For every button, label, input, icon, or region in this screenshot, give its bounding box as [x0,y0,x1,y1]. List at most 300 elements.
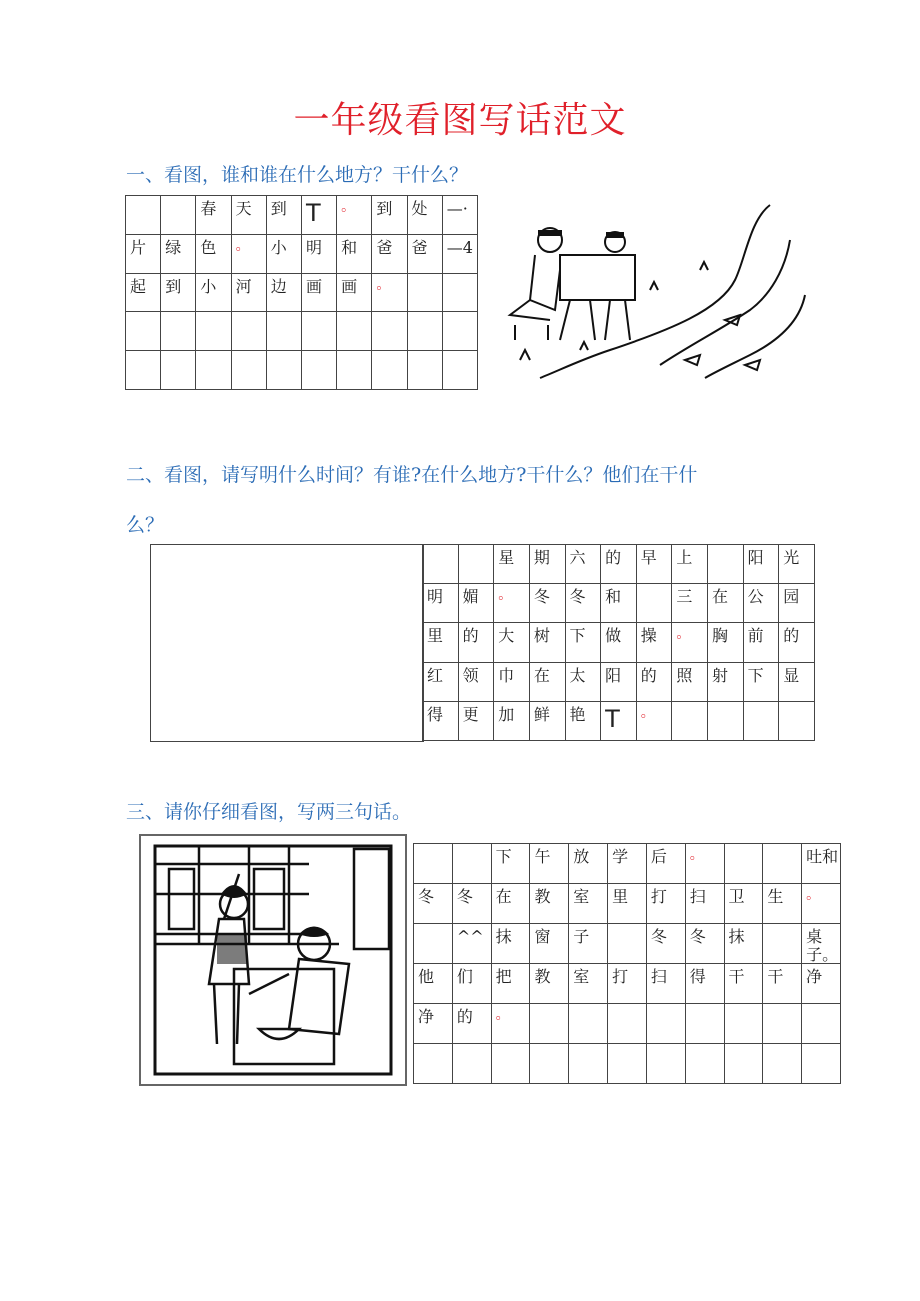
grid-cell [529,545,565,584]
grid-cell-text [569,1044,607,1048]
grid-cell [231,196,266,235]
grid-cell [802,884,841,924]
grid-cell-text: 光 [783,548,800,567]
grid-cell [724,964,763,1004]
grid-cell [231,273,266,312]
grid-cell [636,662,672,701]
grid-cell [608,884,647,924]
grid-cell [724,884,763,924]
grid-cell [372,351,407,390]
grid-cell-text [763,1044,801,1048]
grid-cell-text: 在 [495,887,512,906]
grid-cell [458,545,494,584]
grid-cell [196,234,231,273]
grid-cell [779,584,815,623]
grid-row [126,312,478,351]
grid-cell-text: 他 [418,967,435,987]
grid-cell-text: 射 [712,665,729,685]
grid-cell-text: 净 [806,967,823,987]
writing-grid-1 [125,195,478,390]
grid-row [414,844,841,884]
grid-cell [231,351,266,390]
grid-cell-text: 冬 [533,587,550,607]
grid-cell-text [161,312,195,316]
grid-cell [724,844,763,884]
grid-cell [491,844,530,884]
grid-cell-text: 六 [569,548,586,567]
grid-cell [569,1004,608,1044]
grid-cell [636,701,672,740]
grid-cell-text: 明 [427,587,444,607]
grid-cell [763,964,802,1004]
grid-cell [708,662,744,701]
grid-cell-text [408,312,442,316]
grid-cell-text: 公 [747,587,764,607]
grid-row [126,273,478,312]
grid-cell-text: 干 [728,967,745,987]
grid-cell [196,351,231,390]
grid-cell [743,662,779,701]
grid-cell-text: 期 [533,548,550,567]
grid-cell [231,234,266,273]
grid-cell [530,884,569,924]
grid-cell [196,312,231,351]
grid-cell-text [337,312,371,316]
grid-cell-text [708,702,743,706]
grid-cell-text: 到 [376,199,393,218]
grid-cell [491,924,530,964]
grid-cell [708,701,744,740]
grid-cell-text: 。 [806,887,821,903]
grid-cell [414,884,453,924]
grid-cell-text: 三 [676,587,693,607]
grid-cell-text [423,545,458,549]
grid-cell-text: 把 [495,967,512,987]
grid-cell [126,234,161,273]
grid-cell [569,1044,608,1084]
grid-cell-text: 星 [498,548,515,567]
grid-cell [337,234,372,273]
grid-cell-text: 明 [305,237,322,257]
grid-cell-text [492,1044,530,1048]
grid-cell-text [267,351,301,355]
grid-cell-text [372,351,406,355]
grid-cell [494,662,530,701]
grid-cell-text [708,545,743,549]
grid-cell [452,964,491,1004]
grid-cell-text [647,1004,685,1008]
grid-row [414,884,841,924]
grid-cell-text: 做 [605,626,622,646]
grid-cell-text: 的 [783,626,800,646]
grid-row [423,584,815,623]
grid-cell-text: 打 [612,967,629,987]
grid-cell [743,623,779,662]
grid-cell [802,1004,841,1044]
grid-cell-text: 净 [418,1007,435,1027]
grid-cell-text: 。 [235,237,250,254]
grid-cell-text: 在 [533,665,550,685]
grid-cell-text: ^^ [456,927,484,946]
grid-cell [494,701,530,740]
grid-cell [407,273,442,312]
grid-cell-text [302,312,336,316]
grid-cell-text: 生 [767,887,784,906]
grid-cell-text: 鲜 [533,704,550,724]
grid-cell [802,964,841,1004]
grid-cell-text [126,196,160,200]
grid-cell-text [569,1004,607,1008]
grid-cell-text: 。 [676,626,691,643]
grid-cell [494,584,530,623]
grid-cell-text: 学 [612,847,629,866]
grid-cell [442,273,477,312]
grid-cell [442,196,477,235]
grid-cell-text: 下 [747,665,764,685]
grid-cell-text: 得 [427,704,444,724]
grid-cell-text: 到 [165,276,182,296]
grid-cell-text [725,1004,763,1008]
grid-cell [763,1044,802,1084]
grid-cell-text: 下 [569,626,586,646]
grid-cell-text: 红 [427,665,444,685]
grid-cell-text: 早 [640,548,657,567]
grid-row [414,924,841,964]
grid-cell [161,312,196,351]
grid-cell-text: 窗 [534,927,551,946]
grid-cell [494,623,530,662]
grid-cell-text: 小 [270,237,287,257]
grid-cell [407,234,442,273]
grid-cell-text: 的 [640,665,657,685]
grid-cell-text [608,1004,646,1008]
grid-cell [608,1044,647,1084]
grid-cell [601,662,637,701]
grid-cell-text [414,1044,452,1048]
grid-cell [372,196,407,235]
grid-cell [161,196,196,235]
grid-cell-text [763,844,801,848]
illustration-children-cleaning-classroom [139,834,407,1086]
grid-cell-text: 的 [456,1007,473,1027]
grid-cell-text: 里 [427,626,444,646]
grid-cell [646,844,685,884]
grid-cell-text [530,1004,568,1008]
grid-cell-text: 教 [534,967,551,987]
grid-cell [565,623,601,662]
grid-row [423,701,815,740]
grid-cell [601,623,637,662]
grid-cell-text: 里 [612,887,629,906]
grid-cell [458,623,494,662]
grid-cell-text: 春 [200,199,217,218]
grid-row [126,196,478,235]
grid-row [423,662,815,701]
question-2-prompt-line2: 么？ [126,514,165,536]
grid-cell [779,662,815,701]
grid-cell-text: 色 [200,237,217,257]
grid-cell [442,312,477,351]
grid-row [126,351,478,390]
grid-cell [414,844,453,884]
grid-cell [569,844,608,884]
grid-cell [337,312,372,351]
grid-cell [763,884,802,924]
grid-cell [414,1004,453,1044]
grid-cell [529,662,565,701]
grid-cell-text: 午 [534,847,551,866]
grid-cell [530,924,569,964]
grid-cell [601,545,637,584]
grid-cell-text: 片 [130,237,147,257]
grid-cell [301,351,336,390]
grid-cell-text: 放 [573,847,590,866]
grid-cell-text: 照 [676,665,693,685]
grid-cell [646,924,685,964]
grid-cell-text [637,584,672,588]
grid-cell [672,584,708,623]
grid-cell-text [802,1044,840,1048]
grid-cell-text [725,1044,763,1048]
grid-cell-text: 教 [534,887,551,906]
grid-cell [565,545,601,584]
grid-cell [685,924,724,964]
grid-cell [743,545,779,584]
grid-cell-text [686,1044,724,1048]
grid-cell [636,623,672,662]
grid-cell [802,1044,841,1084]
grid-cell-text: 冬 [456,887,473,906]
grid-cell-text: 阳 [747,548,764,567]
grid-cell [608,924,647,964]
grid-cell-text: 。 [495,1007,510,1024]
grid-cell [231,312,266,351]
grid-cell [491,964,530,1004]
grid-cell [414,964,453,1004]
grid-row [423,623,815,662]
grid-cell-text: 和 [605,587,622,607]
grid-cell-text: 冬 [418,887,435,906]
grid-cell [802,924,841,964]
grid-cell-text: 抹 [495,927,512,946]
grid-cell-text: 室 [573,967,590,987]
grid-cell-text: 冬 [569,587,586,607]
grid-cell-text: 绿 [165,237,182,257]
grid-cell [423,584,459,623]
grid-cell-text [443,312,477,316]
grid-cell [161,234,196,273]
grid-cell-text [725,844,763,848]
grid-cell [763,1004,802,1044]
grid-cell-text [161,196,195,200]
grid-cell [763,924,802,964]
grid-cell-text: 上 [676,548,693,567]
grid-cell [685,964,724,1004]
writing-grid-2 [422,544,815,741]
grid-cell [161,273,196,312]
question-1-prompt: 一、看图，谁和谁在什么地方？干什么？ [126,164,469,186]
grid-row [414,1004,841,1044]
grid-cell [672,701,708,740]
grid-cell [685,844,724,884]
grid-cell-text: 桌子。 [806,927,839,964]
grid-cell-text: 。 [376,276,391,293]
grid-cell-text [267,312,301,316]
grid-cell [414,1044,453,1084]
grid-cell-text: 下 [495,847,512,866]
grid-cell-text: 。 [640,704,655,721]
grid-cell-text: 们 [456,967,473,987]
grid-cell-text [453,844,491,848]
grid-cell [458,584,494,623]
grid-cell [672,623,708,662]
grid-cell [423,623,459,662]
grid-cell [301,273,336,312]
grid-cell-text [608,1044,646,1048]
grid-cell [569,924,608,964]
grid-cell-text: 室 [573,887,590,906]
grid-cell-text: 扫 [650,967,667,987]
grid-cell [458,662,494,701]
grid-cell [196,273,231,312]
grid-cell [724,1004,763,1044]
grid-cell [608,844,647,884]
grid-cell [636,584,672,623]
grid-cell [266,351,301,390]
grid-cell [529,584,565,623]
grid-cell [672,662,708,701]
grid-cell-text [608,924,646,928]
grid-row [414,1044,841,1084]
grid-cell-text: 吐和 [806,847,839,866]
grid-cell-text: 冬 [650,927,667,946]
grid-cell [301,312,336,351]
grid-cell [423,545,459,584]
grid-cell-text: 和 [341,237,358,257]
grid-cell-text [408,274,442,278]
grid-cell [779,545,815,584]
grid-cell [337,351,372,390]
grid-cell-text: 到 [270,199,287,218]
grid-cell-text: 阳 [605,665,622,685]
question-2-prompt-line1: 二、看图，请写明什么时间？有谁?在什么地方?干什么？他们在干什 [126,464,698,486]
grid-cell-text: 更 [462,704,479,724]
grid-cell [530,1044,569,1084]
grid-cell [743,584,779,623]
grid-cell-text: 得 [689,967,706,987]
grid-cell [565,701,601,740]
grid-cell-text: 的 [605,548,622,567]
grid-cell-text [530,1044,568,1048]
grid-cell-text: 领 [462,665,479,685]
illustration-placeholder-box [150,544,424,742]
grid-cell [126,273,161,312]
grid-cell-text [232,351,266,355]
grid-cell-text: 爸 [376,237,393,257]
grid-cell [685,1004,724,1044]
grid-cell [337,273,372,312]
grid-cell-text [779,702,814,706]
grid-cell [266,234,301,273]
grid-cell [636,545,672,584]
grid-cell-text: 加 [498,704,515,724]
grid-cell-text: 的 [462,626,479,646]
grid-cell-text [453,1044,491,1048]
grid-cell [530,1004,569,1044]
grid-cell-text [414,924,452,928]
question-3-prompt: 三、请你仔细看图，写两三句话。 [126,801,412,823]
grid-cell [685,1044,724,1084]
grid-cell [442,234,477,273]
grid-cell-text: 扫 [689,887,706,906]
grid-cell [266,312,301,351]
grid-cell-text: 边 [270,276,287,296]
grid-cell [724,1044,763,1084]
grid-cell [196,196,231,235]
grid-cell [161,351,196,390]
grid-cell-text: 冬 [689,927,706,946]
grid-cell [646,884,685,924]
grid-cell [646,1004,685,1044]
grid-cell-text [763,1004,801,1008]
grid-cell [414,924,453,964]
grid-cell-text: 干 [767,967,784,987]
grid-cell [672,545,708,584]
grid-cell-text: 园 [783,587,800,607]
grid-cell-text: 河 [235,276,252,296]
grid-cell [423,701,459,740]
grid-cell-text: 太 [569,665,586,685]
grid-cell [491,884,530,924]
grid-cell [802,844,841,884]
grid-cell [372,273,407,312]
grid-cell [452,844,491,884]
grid-cell-text [196,351,230,355]
grid-cell [126,351,161,390]
grid-cell-text [686,1004,724,1008]
grid-cell-text [126,351,160,355]
grid-cell-text: 媚 [462,587,479,607]
grid-cell [407,312,442,351]
grid-cell [491,1004,530,1044]
grid-cell-text [337,351,371,355]
grid-cell-text: 。 [341,199,356,215]
grid-cell-text: 。 [689,847,704,863]
page-title: 一年级看图写话范文 [293,100,627,141]
grid-cell-text: 前 [747,626,764,646]
grid-cell [372,234,407,273]
grid-cell-text: 起 [130,276,147,296]
grid-cell [301,234,336,273]
grid-cell [569,964,608,1004]
grid-cell [565,662,601,701]
grid-cell-text: 显 [783,665,800,685]
grid-cell [779,623,815,662]
grid-cell [530,844,569,884]
grid-cell [608,964,647,1004]
grid-cell-text [459,545,494,549]
grid-cell-text: —4 [446,237,473,257]
grid-cell-text [744,702,779,706]
grid-cell [301,196,336,235]
grid-cell-text [372,312,406,316]
grid-cell [530,964,569,1004]
grid-cell-text [443,351,477,355]
grid-cell [708,584,744,623]
grid-cell-text: 画 [305,276,322,296]
grid-cell [337,196,372,235]
grid-cell [708,545,744,584]
